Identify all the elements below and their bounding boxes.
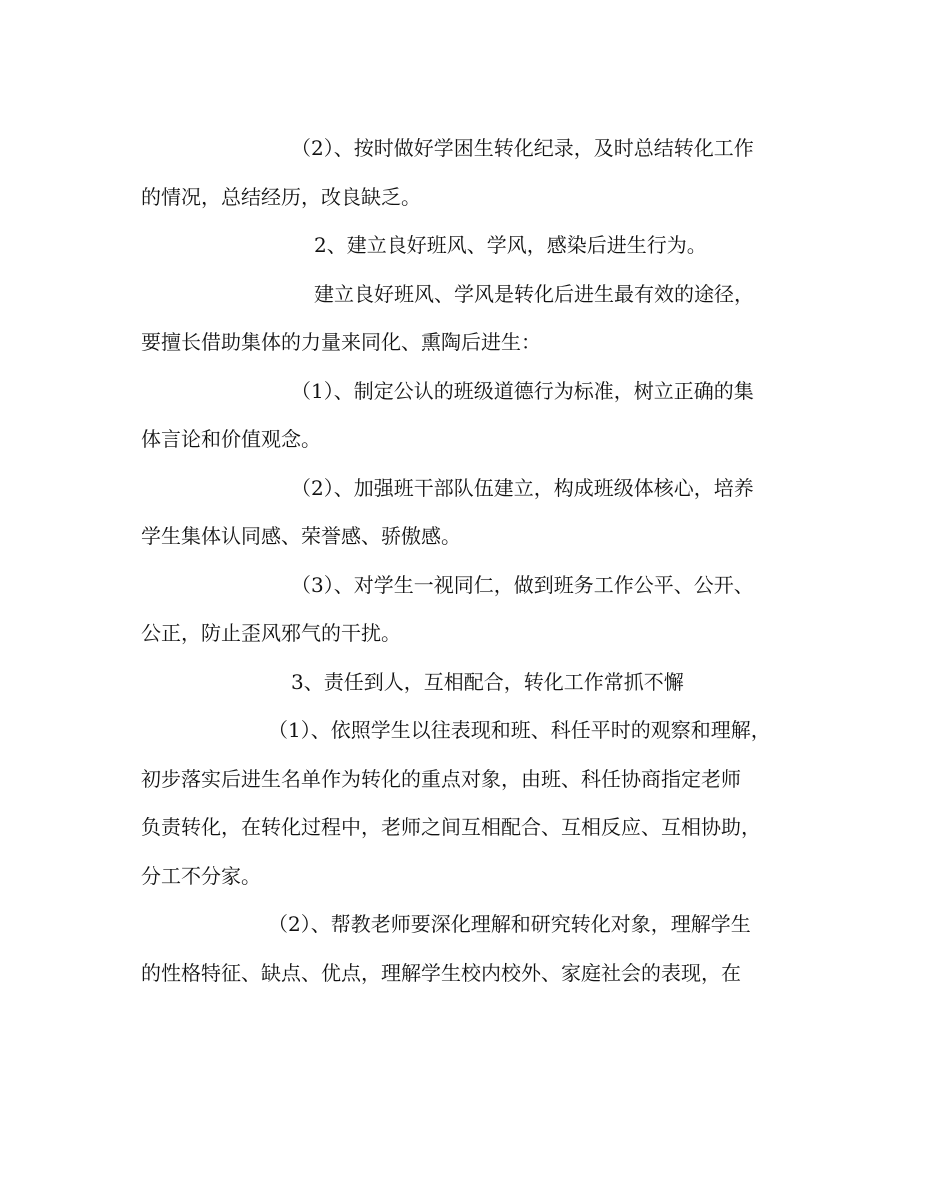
text-line-2: 的情况，总结经历，改良缺乏。 <box>141 185 421 209</box>
text-line-11: 公正，防止歪风邪气的干扰。 <box>141 621 401 645</box>
text-line-7: 体言论和价值观念。 <box>141 427 321 451</box>
section-heading-3: 3、责任到人，互相配合，转化工作常抓不懈 <box>291 670 684 694</box>
text-line-16: 分工不分家。 <box>141 864 261 888</box>
text-line-4: 建立良好班风、学风是转化后进生最有效的途径， <box>314 282 754 306</box>
text-line-15: 负责转化，在转化过程中，老师之间互相配合、互相反应、互相协助， <box>141 815 761 839</box>
text-line-10: （3）、对学生一视同仁，做到班务工作公平、公开、 <box>291 573 754 597</box>
section-heading-2: 2、建立良好班风、学风，感染后进生行为。 <box>314 233 707 257</box>
text-line-1: （2）、按时做好学困生转化纪录，及时总结转化工作 <box>291 136 754 160</box>
text-line-9: 学生集体认同感、荣誉感、骄傲感。 <box>141 524 461 548</box>
text-line-13: （1）、依照学生以往表现和班、科任平时的观察和理解， <box>268 718 771 742</box>
text-line-14: 初步落实后进生名单作为转化的重点对象，由班、科任协商指定老师 <box>141 767 741 791</box>
text-line-17: （2）、帮教老师要深化理解和研究转化对象，理解学生 <box>268 912 751 936</box>
text-line-6: （1）、制定公认的班级道德行为标准，树立正确的集 <box>291 379 754 403</box>
text-line-8: （2）、加强班干部队伍建立，构成班级体核心，培养 <box>291 476 754 500</box>
text-line-18: 的性格特征、缺点、优点，理解学生校内校外、家庭社会的表现，在 <box>141 961 741 985</box>
text-line-5: 要擅长借助集体的力量来同化、熏陶后进生： <box>141 330 541 354</box>
